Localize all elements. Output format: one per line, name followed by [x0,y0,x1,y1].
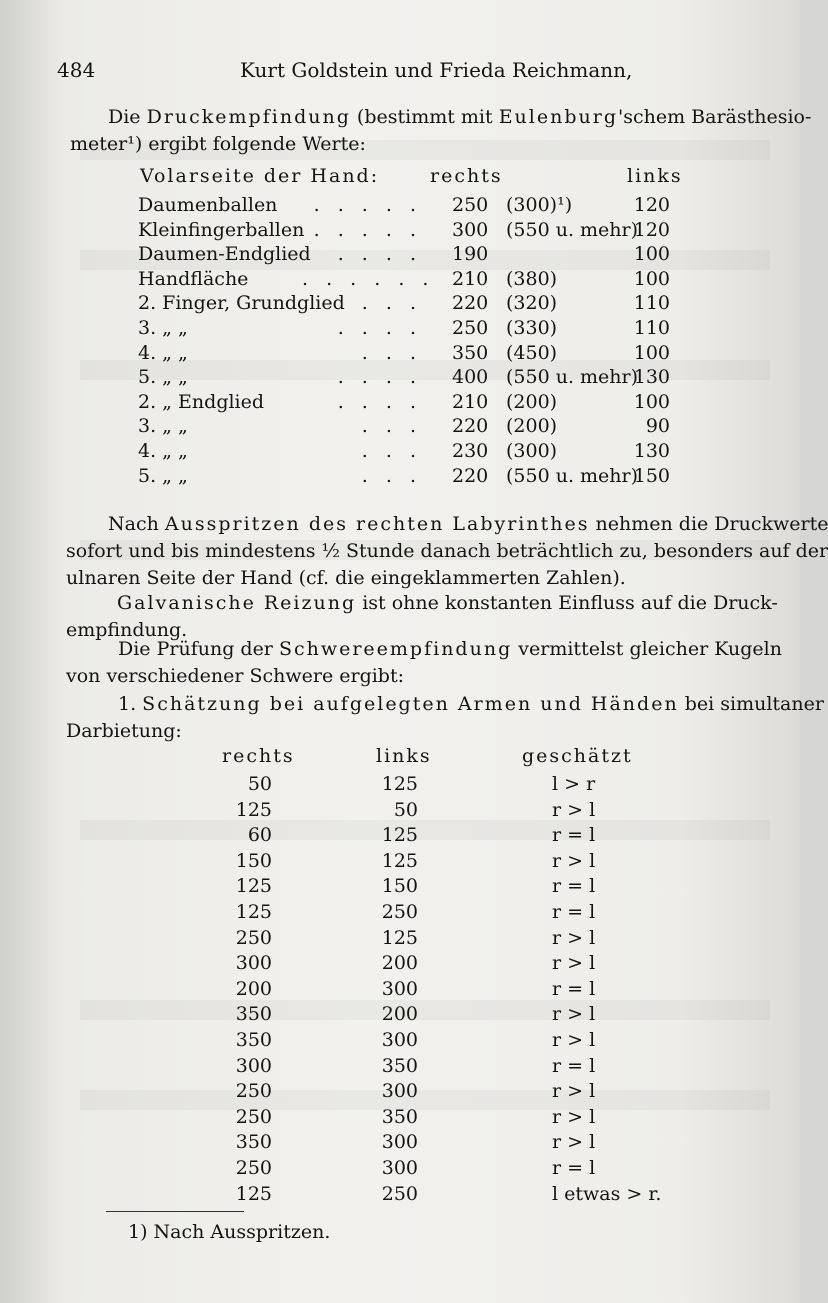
value-after-rinsing: (450) [506,341,558,364]
row-label: 5. „ „ [138,464,188,487]
table-row [0,219,800,246]
column-header-links: links [376,745,432,767]
table-row [0,773,800,800]
value-links: 125 [381,773,418,795]
table-row [0,243,800,270]
value-links: 300 [381,977,418,1000]
page-number: 484 [57,58,96,82]
leader-dots: . . . . . . [302,267,435,290]
value-rechts: 125 [235,875,272,898]
value-links: 130 [633,366,670,389]
value-rechts: 230 [452,440,489,462]
value-rechts: 350 [452,341,489,364]
footnote-divider [106,1211,244,1212]
value-links: 300 [381,1029,418,1051]
table-row [0,850,800,877]
value-rechts: 300 [452,218,489,241]
leader-dots: . . . [361,464,422,487]
row-label: 2. Finger, Grundglied [138,292,345,315]
value-after-rinsing: (200) [506,415,558,438]
para3-line-2: empfindung. [66,619,188,641]
para2-line-3: ulnaren Seite der Hand (cf. die eingeklammerten Zahlen). [66,567,626,589]
table-row [0,391,800,418]
value-rechts: 210 [452,390,489,413]
table-row [0,1183,800,1210]
value-links: 110 [633,292,670,315]
leader-dots: . . . . . [313,218,422,241]
value-links: 120 [633,218,670,241]
value-links: 250 [381,1182,418,1205]
table-row [0,268,800,295]
pressure-table-header [0,165,800,192]
table-row [0,875,800,902]
column-header-rechts: rechts [222,745,295,767]
value-links: 125 [381,849,418,872]
table-row [0,415,800,442]
column-header-side: Volarseite der Hand: [140,165,380,187]
value-geschaetzt: r = l [552,875,596,898]
table-row [0,901,800,928]
value-rechts: 125 [235,1182,272,1205]
row-label: Daumen-Endglied [138,243,311,266]
value-geschaetzt: r = l [552,901,596,923]
value-links: 110 [633,317,670,339]
value-rechts: 250 [235,1157,272,1179]
value-geschaetzt: l > r [552,773,596,795]
value-links: 120 [633,194,670,216]
value-links: 250 [381,901,418,923]
value-geschaetzt: r > l [552,1003,596,1026]
table-row [0,824,800,851]
intro-line-1: Die Druckempfindung (bestimmt mit Eulenburg'schem Barästhesio- [108,106,812,128]
value-links: 100 [633,267,670,290]
value-geschaetzt: r = l [552,824,596,847]
value-rechts: 50 [247,773,272,795]
column-header-rechts: rechts [430,165,503,187]
value-after-rinsing: (330) [506,317,558,339]
leader-dots: . . . [361,415,422,438]
value-geschaetzt: r > l [552,849,596,872]
table-row [0,342,800,369]
value-after-rinsing: (300) [506,440,558,462]
para5-line-1: 1. Schätzung bei aufgelegten Armen und Händen bei simultaner [118,693,824,715]
value-rechts: 60 [247,824,272,847]
value-geschaetzt: r > l [552,1029,596,1051]
value-links: 150 [633,464,670,487]
value-rechts: 210 [452,267,489,290]
value-rechts: 150 [235,849,272,872]
row-label: 5. „ „ [138,366,188,389]
leader-dots: . . . . [337,243,422,266]
value-links: 300 [381,1080,418,1103]
table-row [0,978,800,1005]
value-links: 300 [381,1131,418,1154]
table-row [0,366,800,393]
para3-line-1: Galvanische Reizung ist ohne konstanten Einfluss auf die Druck- [117,592,778,614]
value-after-rinsing: (550 u. mehr) [506,366,639,389]
value-links: 200 [381,1003,418,1026]
value-rechts: 125 [235,901,272,923]
value-after-rinsing: (550 u. mehr) [506,218,639,241]
table-row [0,927,800,954]
value-links: 100 [633,243,670,266]
intro-line-2: meter¹) ergibt folgende Werte: [70,133,366,155]
value-geschaetzt: r > l [552,1080,596,1103]
table-row [0,440,800,467]
value-links: 150 [381,875,418,898]
leader-dots: . . . [361,440,422,462]
value-geschaetzt: r > l [552,798,596,821]
leader-dots: . . . [361,292,422,315]
value-rechts: 250 [452,317,489,339]
value-links: 125 [381,824,418,847]
value-geschaetzt: r > l [552,952,596,975]
value-links: 350 [381,1105,418,1128]
value-geschaetzt: l etwas > r. [552,1182,662,1205]
value-after-rinsing: (550 u. mehr) [506,464,639,487]
leader-dots: . . . . [337,390,422,413]
value-geschaetzt: r > l [552,926,596,949]
row-label: Daumenballen [138,194,278,216]
column-header-links: links [627,165,683,187]
row-label: Handfläche [138,267,249,290]
table-row [0,465,800,492]
leader-dots: . . . . [337,317,422,339]
column-header-geschaetzt: geschätzt [522,745,633,767]
table-row [0,1106,800,1133]
table-row [0,1003,800,1030]
value-rechts: 190 [452,243,489,266]
value-rechts: 350 [235,1029,272,1051]
table-row [0,292,800,319]
value-links: 125 [381,926,418,949]
table-row [0,317,800,344]
value-geschaetzt: r > l [552,1131,596,1154]
table-row [0,1055,800,1082]
para4-line-1: Die Prüfung der Schwereempfindung vermittelst gleicher Kugeln [118,638,782,660]
table-row [0,799,800,826]
value-links: 200 [381,952,418,975]
value-rechts: 220 [452,292,489,315]
value-after-rinsing: (320) [506,292,558,315]
para4-line-2: von verschiedener Schwere ergibt: [66,665,405,687]
value-rechts: 220 [452,464,489,487]
para2-line-2: sofort und bis mindestens ½ Stunde danach beträchtlich zu, besonders auf der [66,540,828,562]
value-rechts: 250 [235,926,272,949]
running-head: Kurt Goldstein und Frieda Reichmann, [240,58,633,82]
value-rechts: 400 [452,366,489,389]
value-links: 50 [393,798,418,821]
table-row [0,952,800,979]
row-label: Kleinfingerballen [138,218,305,241]
value-rechts: 300 [235,952,272,975]
value-links: 350 [381,1054,418,1077]
value-rechts: 250 [452,194,489,216]
table-row [0,1131,800,1158]
value-links: 100 [633,341,670,364]
value-rechts: 350 [235,1131,272,1154]
weight-table-header [0,745,800,772]
value-links: 300 [381,1157,418,1179]
row-label: 4. „ „ [138,341,188,364]
leader-dots: . . . . [337,366,422,389]
footnote: 1) Nach Ausspritzen. [128,1221,331,1243]
value-rechts: 350 [235,1003,272,1026]
para5-line-2: Darbietung: [66,720,182,742]
table-row [0,1080,800,1107]
value-rechts: 125 [235,798,272,821]
value-geschaetzt: r = l [552,1054,596,1077]
table-row [0,194,800,221]
table-row [0,1029,800,1056]
table-row [0,1157,800,1184]
value-rechts: 250 [235,1105,272,1128]
value-links: 130 [633,440,670,462]
leader-dots: . . . [361,341,422,364]
value-geschaetzt: r = l [552,977,596,1000]
row-label: 3. „ „ [138,317,188,339]
leader-dots: . . . . . [313,194,422,216]
value-rechts: 220 [452,415,489,438]
row-label: 3. „ „ [138,415,188,438]
value-geschaetzt: r > l [552,1105,596,1128]
value-after-rinsing: (380) [506,267,558,290]
value-after-rinsing: (300)¹) [506,194,573,216]
value-links: 90 [645,415,670,438]
value-rechts: 300 [235,1054,272,1077]
value-after-rinsing: (200) [506,390,558,413]
value-rechts: 250 [235,1080,272,1103]
value-links: 100 [633,390,670,413]
para2-line-1: Nach Ausspritzen des rechten Labyrinthes nehmen die Druckwerte [108,513,828,535]
value-geschaetzt: r = l [552,1157,596,1179]
row-label: 2. „ Endglied [138,390,265,413]
value-rechts: 200 [235,977,272,1000]
row-label: 4. „ „ [138,440,188,462]
